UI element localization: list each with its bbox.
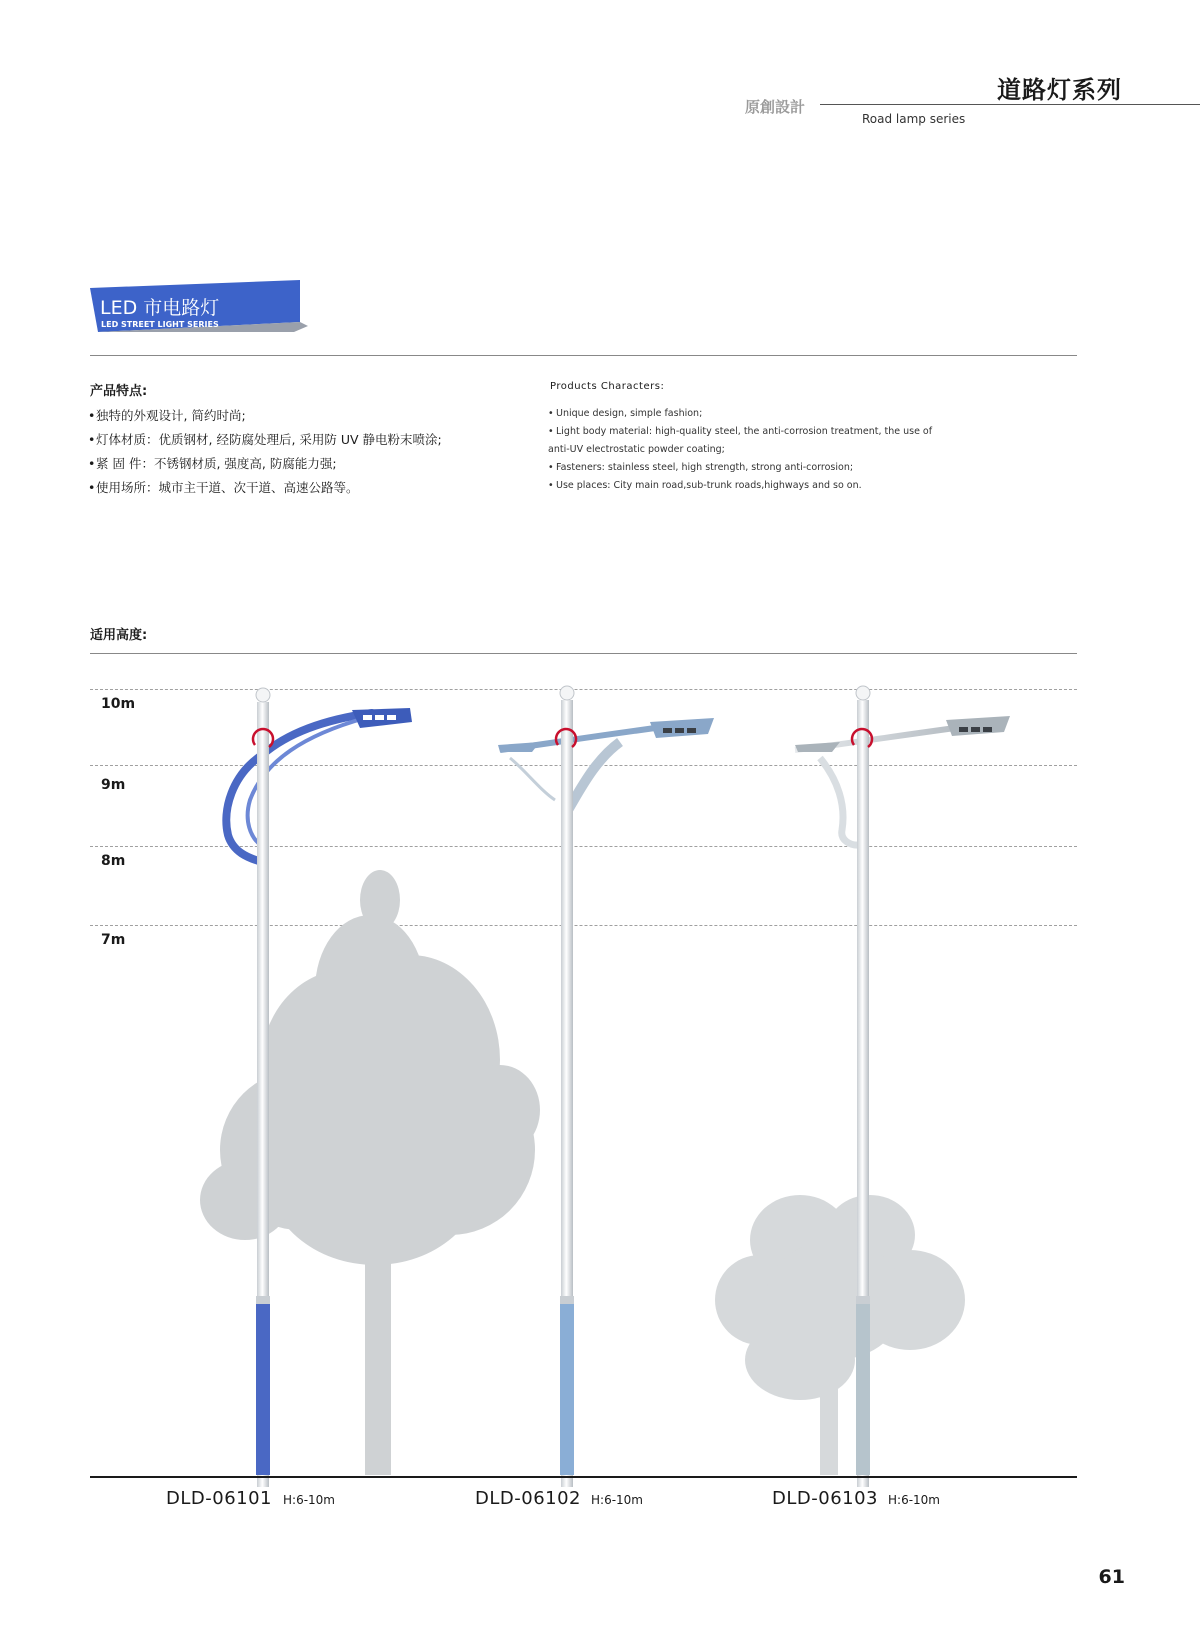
feature-item: •紧 固 件：不锈钢材质, 强度高, 防腐能力强; — [88, 456, 337, 471]
feature-item: • Use places: City main road,sub-trunk roads,highways and so on. — [548, 480, 862, 491]
model-height-range: H:6-10m — [283, 1493, 335, 1507]
model-name: DLD-06102 — [475, 1488, 582, 1509]
feature-item: •独特的外观设计, 简约时尚; — [88, 408, 246, 423]
feature-item: • Unique design, simple fashion; — [548, 408, 703, 419]
height-section-title: 适用高度: — [90, 628, 148, 643]
original-design-label: 原創設計 — [745, 98, 806, 116]
height-label-8m: 8m — [101, 853, 126, 869]
page-number: 61 — [1098, 1566, 1125, 1588]
model-name: DLD-06101 — [166, 1488, 273, 1509]
series-title-en: Road lamp series — [862, 112, 966, 126]
model-height-range: H:6-10m — [888, 1493, 940, 1507]
features-title-cn: 产品特点: — [90, 384, 148, 399]
tree-silhouette-small — [715, 1195, 965, 1475]
height-label-10m: 10m — [101, 696, 136, 712]
series-title-cn: 道路灯系列 — [997, 76, 1122, 104]
model-name: DLD-06103 — [772, 1488, 879, 1509]
model-height-range: H:6-10m — [591, 1493, 643, 1507]
category-title-cn: LED 市电路灯 — [100, 297, 220, 319]
features-title-en: Products Characters: — [550, 381, 665, 392]
height-label-7m: 7m — [101, 932, 126, 948]
feature-item: •灯体材质：优质钢材, 经防腐处理后, 采用防 UV 静电粉末喷涂; — [88, 432, 442, 447]
height-label-9m: 9m — [101, 777, 126, 793]
feature-item: • Fasteners: stainless steel, high strength, strong anti-corrosion; — [548, 462, 854, 473]
feature-item: •使用场所：城市主干道、次干道、高速公路等。 — [88, 480, 359, 495]
category-title-en: LED STREET LIGHT SERIES — [101, 320, 219, 329]
feature-item: • Light body material: high-quality steel, the anti-corrosion treatment, the use of anti-UV electrostatic powder coating; — [548, 426, 933, 455]
tree-silhouette-large — [200, 870, 540, 1475]
